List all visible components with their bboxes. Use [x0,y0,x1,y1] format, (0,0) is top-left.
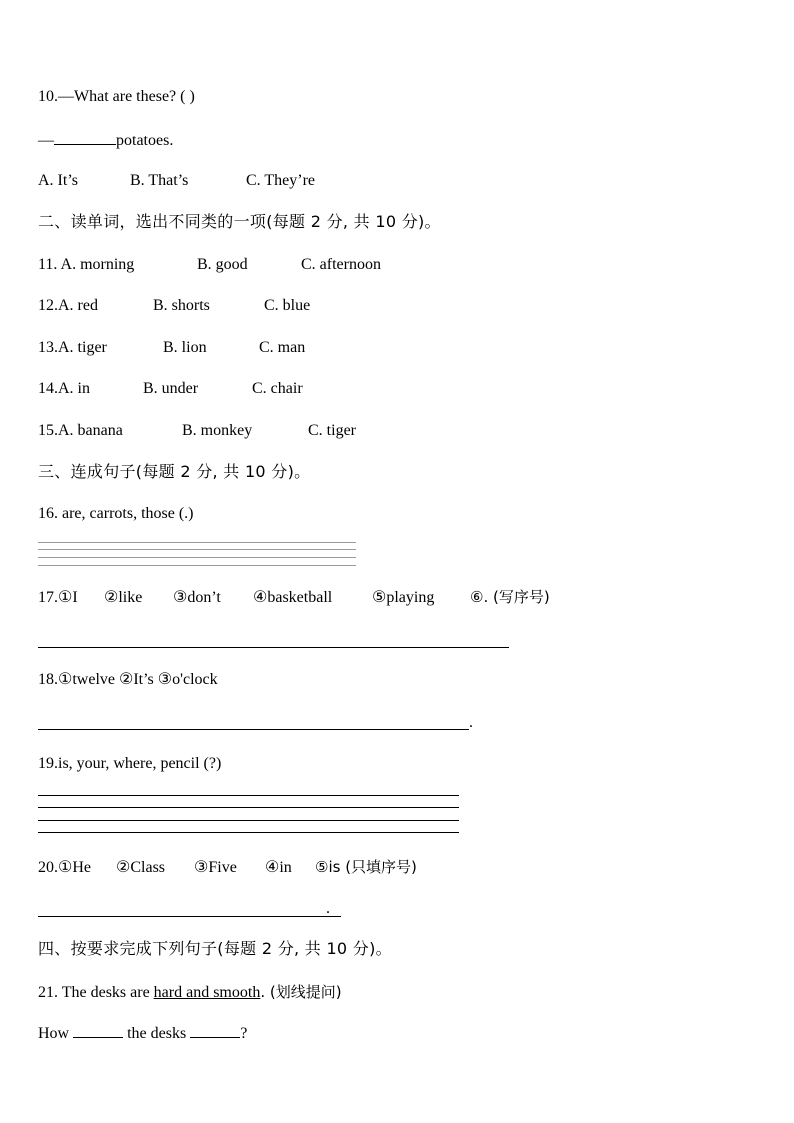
q20-word-1: ①He [58,859,91,876]
q21-answer-line [38,1023,247,1044]
q20-number: 20. [38,859,58,876]
q10-dash: — [38,132,54,149]
q18-answer-line[interactable] [38,729,469,730]
q19-prompt: 19.is, your, where, pencil (?) [38,755,222,772]
q10-options [38,171,315,191]
q16-writing-line-1[interactable] [38,542,356,543]
q20-answer-line[interactable] [38,916,341,917]
q11-option-c: C. afternoon [301,256,381,273]
q17-prompt [38,587,550,608]
q14-option-b: B. under [143,380,199,397]
q10-blank[interactable] [54,130,116,145]
q19-writing-line-4[interactable] [38,832,459,833]
q13-option-c: C. man [259,339,306,356]
q21-underlined-phrase: hard and smooth [153,984,261,1001]
q21-before: 21. The desks are [38,984,154,1001]
q11-option-b: B. good [197,256,248,273]
q10-after: potatoes. [116,132,174,149]
q13-option-a: 13.A. tiger [38,339,107,356]
q19-writing-line-3[interactable] [38,820,459,821]
q17-answer-line[interactable] [38,647,509,648]
q10-question: 10.—What are these? ( ) [38,88,195,105]
q20-word-5: ⑤is (只填序号) [315,858,417,876]
q19-writing-line-1[interactable] [38,795,459,796]
q21-mid: the desks [123,1025,191,1042]
q18-prompt: 18.①twelve ②It’s ③o'clock [38,671,218,688]
q20-word-4: ④in [265,859,292,876]
q18-period: . [469,714,473,731]
q10-answer-line [38,130,173,151]
section-2-heading: 二、读单词，选出不同类的一项(每题 2 分, 共 10 分)。 [38,212,441,231]
q17-word-1: ①I [58,589,78,606]
q16-writing-line-4[interactable] [38,565,356,566]
section-4-heading: 四、按要求完成下列句子(每题 2 分, 共 10 分)。 [38,939,392,958]
q17-word-4: ④basketball [253,589,333,606]
q21-prompt [38,982,342,1003]
q21-after: . (划线提问) [260,983,342,1001]
q20-prompt [38,857,417,878]
q15-option-a: 15.A. banana [38,422,123,439]
q15-option-c: C. tiger [308,422,356,439]
q10-option-c: C. They’re [246,172,316,189]
q17-word-3: ③don’t [173,589,221,606]
q17-number: 17. [38,589,58,606]
q10-option-b: B. That’s [130,172,189,189]
q20-word-3: ③Five [194,859,237,876]
q17-word-2: ②like [104,589,143,606]
q19-writing-line-2[interactable] [38,807,459,808]
q15-row [38,421,356,441]
q11-row [38,255,381,275]
q21-how: How [38,1025,74,1042]
q15-option-b: B. monkey [182,422,253,439]
q13-option-b: B. lion [163,339,207,356]
q10-option-a: A. It’s [38,172,78,189]
q17-word-6: ⑥. (写序号) [470,588,550,606]
q16-writing-line-3[interactable] [38,557,356,558]
q12-row [38,296,310,316]
q21-end: ? [240,1025,248,1042]
q14-option-c: C. chair [252,380,303,397]
q14-row [38,379,303,399]
section-3-heading: 三、连成句子(每题 2 分, 共 10 分)。 [38,462,311,481]
q14-option-a: 14.A. in [38,380,90,397]
q21-blank-1[interactable] [73,1023,123,1038]
q16-writing-line-2[interactable] [38,549,356,550]
q11-option-a: 11. A. morning [38,256,135,273]
q12-option-a: 12.A. red [38,297,98,314]
q20-period: . [326,900,330,917]
q12-option-b: B. shorts [153,297,210,314]
q16-prompt: 16. are, carrots, those (.) [38,505,194,522]
q20-word-2: ②Class [116,859,166,876]
q17-word-5: ⑤playing [372,589,435,606]
q21-blank-2[interactable] [190,1023,240,1038]
q13-row [38,338,305,358]
q12-option-c: C. blue [264,297,311,314]
